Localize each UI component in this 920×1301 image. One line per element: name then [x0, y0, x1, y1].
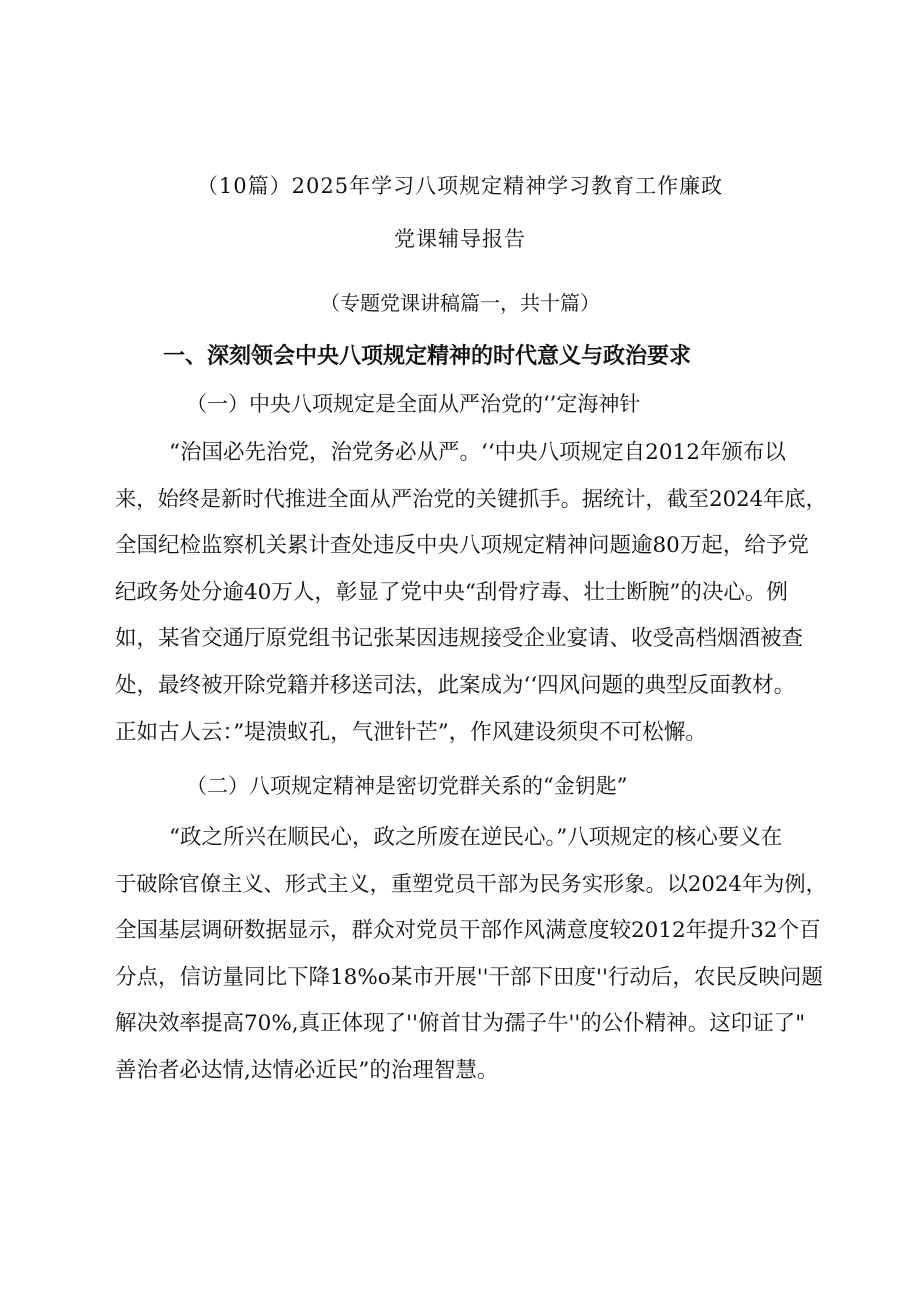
paragraph-line: 纪政务处分逾40万人，彰显了党中央“刮骨疗毒、壮士断腕”的决心。例: [115, 579, 788, 605]
document-title-line-1: （10篇）2025年学习八项规定精神学习教育工作廉政: [196, 174, 724, 198]
paragraph-line: 全国纪检监察机关累计查处违反中央八项规定精神问题逾80万起，给予党: [115, 533, 809, 559]
paragraph-line: 善治者必达情,达情必近民”的治理智慧。: [115, 1057, 499, 1083]
paragraph-2: [115, 815, 827, 1095]
section-1-heading: 一、深刻领会中央八项规定精神的时代意义与政治要求: [163, 344, 692, 369]
paragraph-line: 解决效率提高70%,真正体现了''俯首甘为孺子牛''的公仆精神。这印证了": [115, 1011, 806, 1037]
subsection-1-heading: （一）中央八项规定是全面从严治党的‘’定海神针: [186, 392, 641, 416]
paragraph-line: 全国基层调研数据显示，群众对党员干部作风满意度较2012年提升32个百: [115, 918, 821, 944]
paragraph-line: 正如古人云：”堤溃蚁孔，气泄针芒”，作风建设须臾不可松懈。: [115, 719, 707, 745]
paragraph-line: 分点，信访量同比下降18%o某市开展''干部下田度''行动后，农民反映问题: [115, 964, 823, 990]
paragraph-line: 来，始终是新时代推进全面从严治党的关键抓手。据统计，截至2024年底，: [115, 486, 827, 512]
paragraph-line: 于破除官僚主义、形式主义，重塑党员干部为民务实形象。以2024年为例，: [115, 871, 827, 897]
paragraph-1: [115, 430, 827, 756]
paragraph-line: 处，最终被开除党籍并移送司法，此案成为‘‘四风问题的典型反面教材。: [115, 672, 796, 698]
paragraph-line: “治国必先治党，治党务必从严。‘‘中央八项规定自2012年颁布以: [169, 440, 786, 465]
paragraph-line: 如，某省交通厅原党组书记张某因违规接受企业宴请、收受高档烟酒被查: [115, 626, 804, 652]
subsection-2-heading: （二）八项规定精神是密切党群关系的“金钥匙”: [186, 774, 628, 798]
document-subtitle: （专题党课讲稿篇一，共十篇）: [320, 291, 600, 315]
paragraph-line: “政之所兴在顺民心，政之所废在逆民心。”八项规定的核心要义在: [169, 825, 783, 850]
document-title-line-2: 党课辅导报告: [394, 227, 526, 251]
